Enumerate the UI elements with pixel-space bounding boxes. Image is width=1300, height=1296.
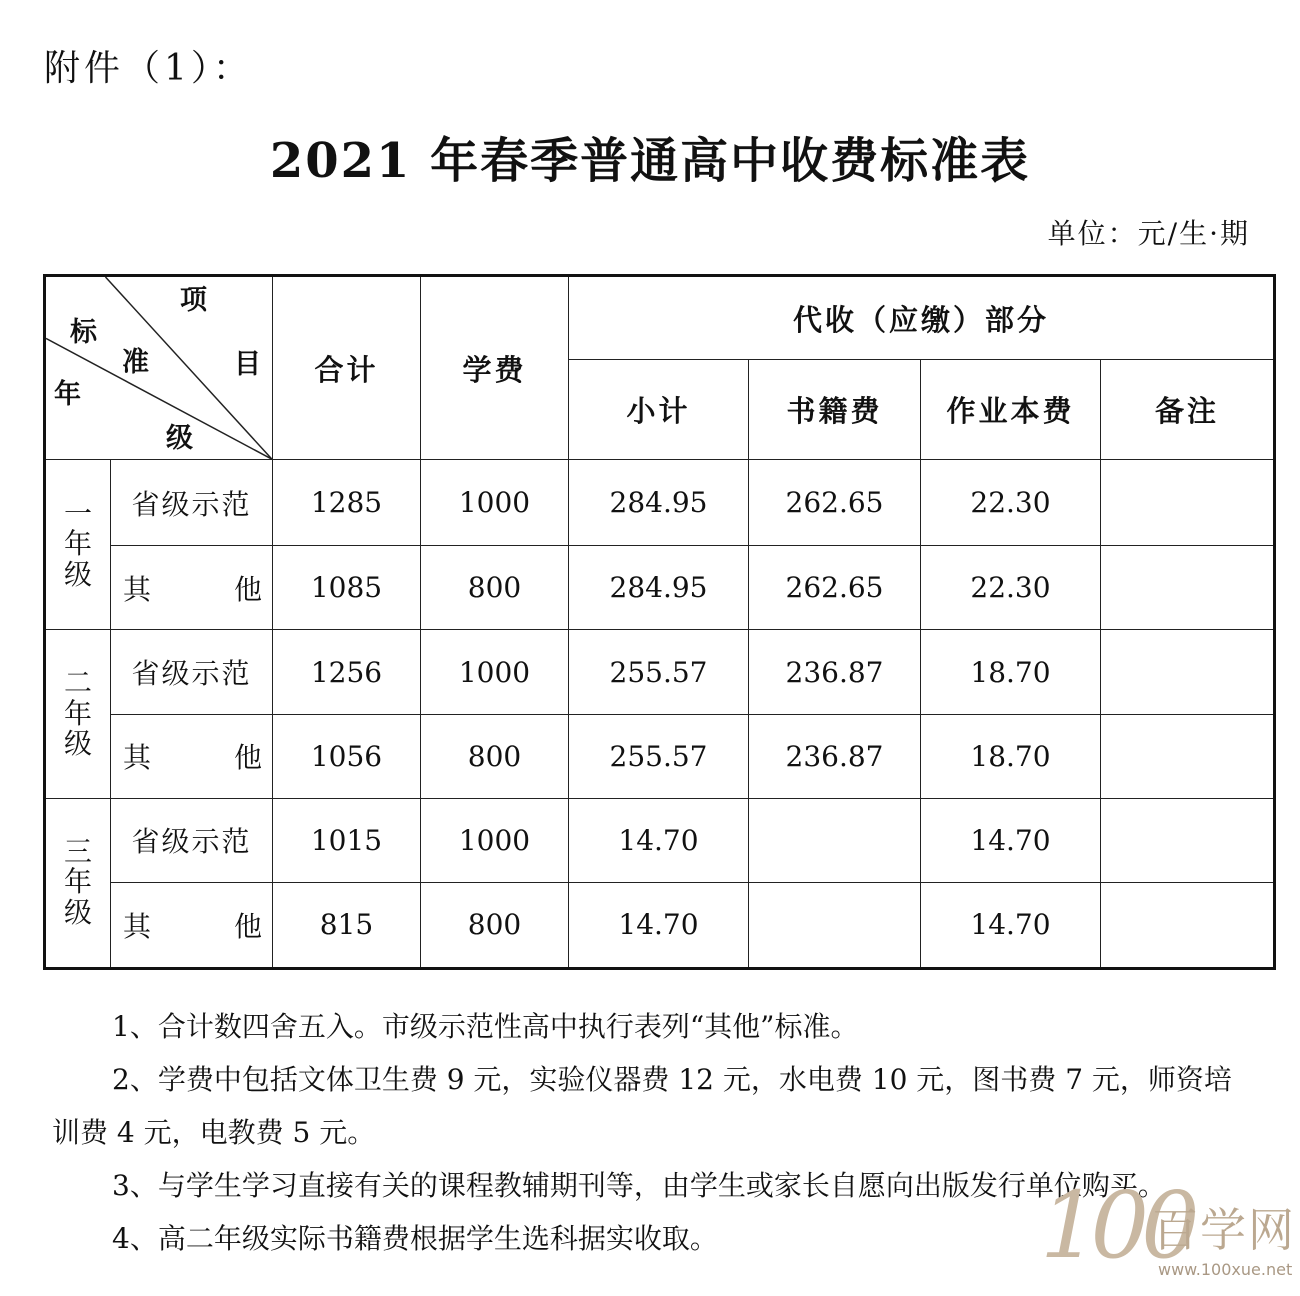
total-cell: 1015 — [273, 798, 421, 882]
table-row — [45, 630, 1275, 714]
type-cell — [111, 714, 273, 798]
corner-label-mu: 目 — [234, 349, 261, 380]
subtotal-cell: 284.95 — [569, 546, 749, 630]
books-cell — [749, 798, 921, 882]
watermark-name: 百学网 — [1152, 1203, 1296, 1257]
corner-label-nian: 年 — [54, 379, 81, 410]
watermark-logo — [1040, 1172, 1300, 1290]
tuition-cell: 800 — [421, 546, 569, 630]
books-cell: 262.65 — [749, 546, 921, 630]
tuition-cell: 800 — [421, 714, 569, 798]
type-cell — [111, 630, 273, 714]
grade-label: 二年级 — [63, 665, 92, 761]
type-label-left: 其 — [123, 909, 152, 943]
type-cell — [111, 798, 273, 882]
header-remark: 备注 — [1101, 360, 1275, 460]
subtotal-cell: 14.70 — [569, 882, 749, 968]
books-cell: 262.65 — [749, 460, 921, 546]
tuition-cell: 1000 — [421, 630, 569, 714]
watermark-url: www.100xue.net — [1158, 1260, 1293, 1279]
corner-label-biao: 标 — [70, 317, 97, 348]
subtotal-cell: 255.57 — [569, 714, 749, 798]
type-cell — [111, 460, 273, 546]
homework-cell: 14.70 — [921, 882, 1101, 968]
total-cell: 1285 — [273, 460, 421, 546]
corner-label-item: 项 — [180, 285, 207, 316]
note-4: 4、高二年级实际书籍费根据学生选科据实收取。 — [112, 1222, 718, 1255]
table-row — [45, 460, 1275, 546]
grade-label: 三年级 — [63, 834, 92, 930]
type-label: 省级示范 — [131, 487, 252, 521]
grade-label: 一年级 — [63, 496, 92, 592]
note-2: 2、学费中包括文体卫生费 9 元，实验仪器费 12 元，水电费 10 元，图书费 7 元，师资培训费 4 元，电教费 5 元。 — [52, 1063, 1232, 1149]
type-label-right: 他 — [233, 741, 262, 775]
type-label-right: 他 — [233, 572, 262, 606]
watermark-number: 100 — [1040, 1172, 1192, 1279]
books-cell — [749, 882, 921, 968]
remark-cell — [1101, 882, 1275, 968]
page-title: 2021 年春季普通高中收费标准表 — [269, 133, 1031, 189]
table-row — [45, 798, 1275, 882]
homework-cell: 18.70 — [921, 714, 1101, 798]
total-cell: 1056 — [273, 714, 421, 798]
corner-label-zhun: 准 — [122, 347, 149, 378]
tuition-cell: 1000 — [421, 460, 569, 546]
remark-cell — [1101, 798, 1275, 882]
attachment-label: 附件（1）： — [44, 48, 253, 89]
remark-cell — [1101, 714, 1275, 798]
books-cell: 236.87 — [749, 630, 921, 714]
subtotal-cell: 14.70 — [569, 798, 749, 882]
tuition-cell: 800 — [421, 882, 569, 968]
type-label: 省级示范 — [131, 825, 252, 859]
note-3: 3、与学生学习直接有关的课程教辅期刊等，由学生或家长自愿向出版发行单位购买。 — [112, 1169, 1166, 1202]
header-tuition: 学费 — [421, 276, 569, 460]
type-label: 省级示范 — [131, 657, 252, 691]
header-collect: 代收（应缴）部分 — [569, 276, 1275, 360]
type-cell — [111, 882, 273, 968]
grade-cell — [45, 630, 111, 798]
corner-header-cell — [45, 276, 273, 460]
remark-cell — [1101, 460, 1275, 546]
subtotal-cell: 284.95 — [569, 460, 749, 546]
header-books: 书籍费 — [749, 360, 921, 460]
header-homework: 作业本费 — [921, 360, 1101, 460]
type-cell — [111, 546, 273, 630]
homework-cell: 14.70 — [921, 798, 1101, 882]
remark-cell — [1101, 630, 1275, 714]
subtotal-cell: 255.57 — [569, 630, 749, 714]
homework-cell: 18.70 — [921, 630, 1101, 714]
note-1: 1、合计数四舍五入。市级示范性高中执行表列“其他”标准。 — [112, 1010, 859, 1043]
homework-cell: 22.30 — [921, 546, 1101, 630]
table-row — [45, 714, 1275, 798]
table-row — [45, 882, 1275, 968]
header-total: 合计 — [273, 276, 421, 460]
remark-cell — [1101, 546, 1275, 630]
grade-cell — [45, 798, 111, 968]
total-cell: 1085 — [273, 546, 421, 630]
total-cell: 815 — [273, 882, 421, 968]
unit-label: 单位：元/生·期 — [1047, 217, 1250, 250]
books-cell: 236.87 — [749, 714, 921, 798]
fee-table — [43, 274, 1276, 970]
type-label-right: 他 — [233, 909, 262, 943]
table-row — [45, 546, 1275, 630]
tuition-cell: 1000 — [421, 798, 569, 882]
corner-label-ji: 级 — [166, 423, 193, 454]
type-label-left: 其 — [123, 572, 152, 606]
homework-cell: 22.30 — [921, 460, 1101, 546]
grade-cell — [45, 460, 111, 630]
type-label-left: 其 — [123, 741, 152, 775]
total-cell: 1256 — [273, 630, 421, 714]
header-subtotal: 小计 — [569, 360, 749, 460]
